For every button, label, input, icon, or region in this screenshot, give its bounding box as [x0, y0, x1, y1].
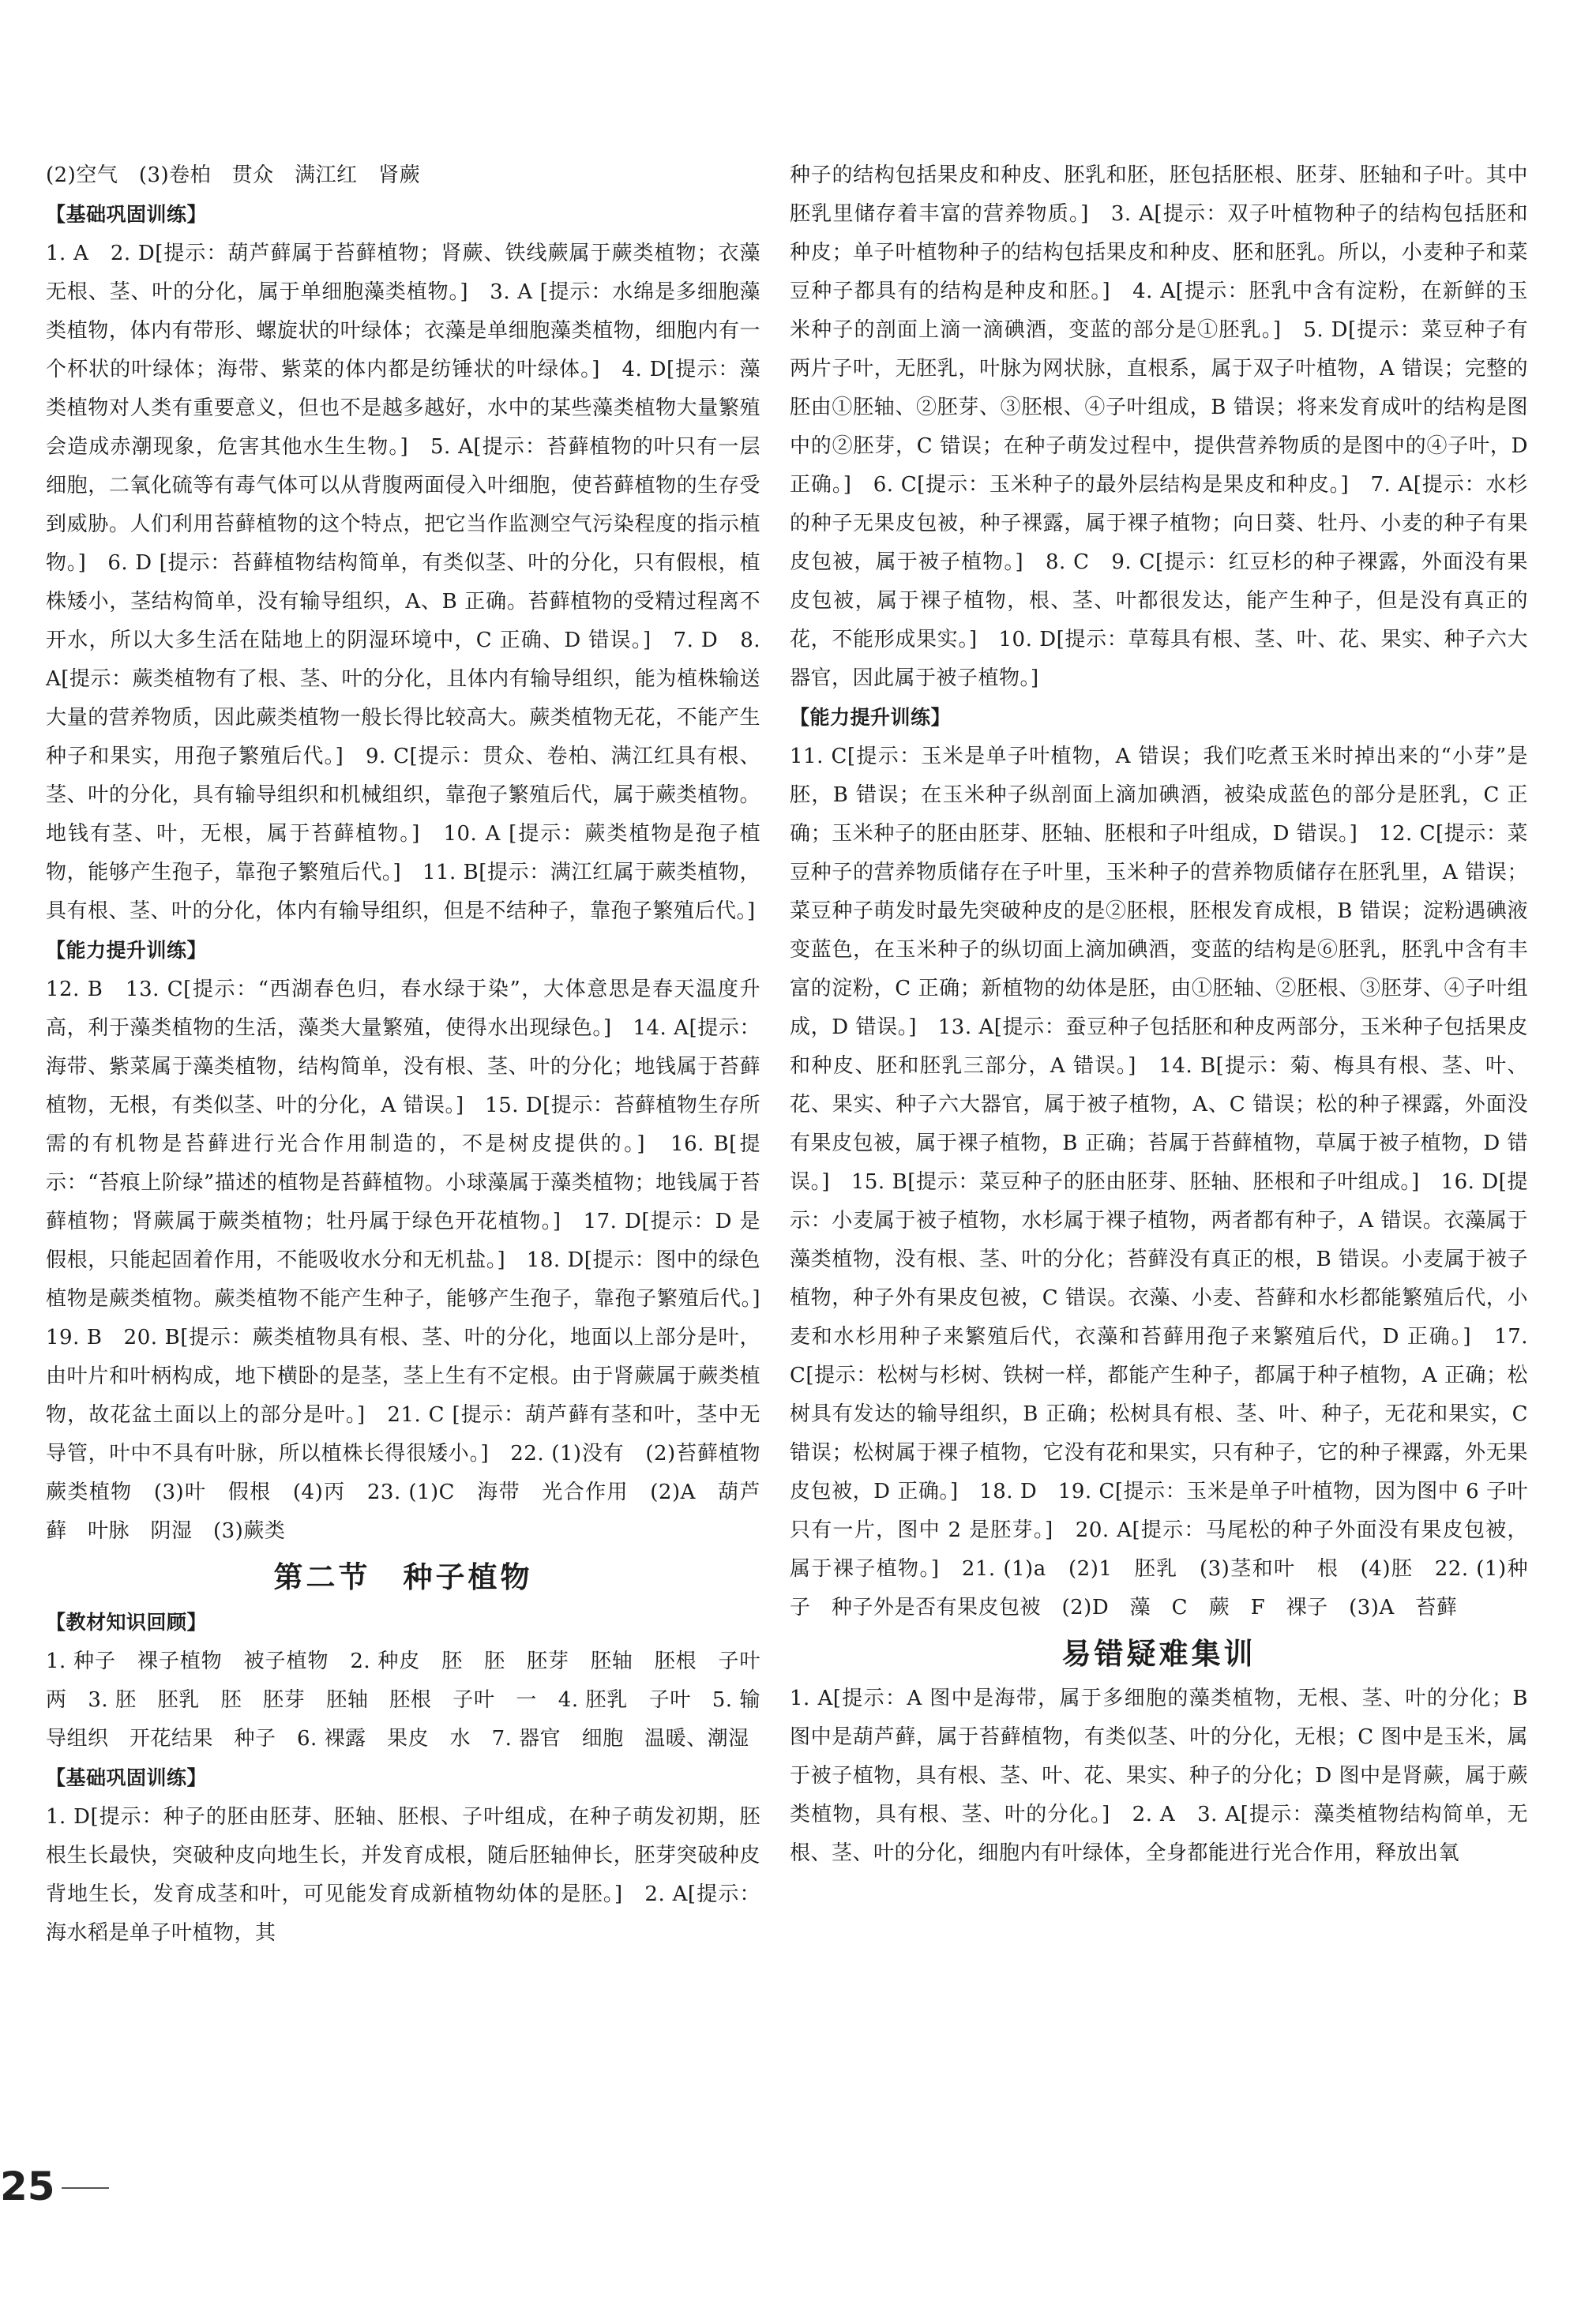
answer-paragraph: 11. C[提示：玉米是单子叶植物，A 错误；我们吃煮玉米时掉出来的“小芽”是胚，B 错误；在玉米种子纵剖面上滴加碘酒，被染成蓝色的部分是胚乳，C 正确；玉米种子的胚由胚芽、胚轴、胚根和子叶组成，D 错误。] 12. C[提示：菜豆种子的营养物质储存在子叶里，玉米种子的营养物质储存在胚乳里，A 错误；菜豆种子萌发时最先突破种皮的是②胚根，胚根发育成根，B 错误；淀粉遇碘液变蓝色，在玉米种子的纵切面上滴加碘酒，变蓝的结构是⑥胚乳，胚乳中含有丰富的淀粉，C 正确；新植物的幼体是胚，由①胚轴、②胚根、③胚芽、④子叶组成，D 错误。] 13. A[提示：蚕豆种子包括胚和种皮两部分，玉米种子包括果皮和种皮、胚和胚乳三部分，A 错误。] 14. B[提示：菊、梅具有根、茎、叶、花、果实、种子六大器官，属于被子植物，A、C 错误；松的种子裸露，外面没有果皮包被，属于裸子植物，B 正确；苔属于苔藓植物，草属于被子植物，D 错误。] 15. B[提示：菜豆种子的胚由胚芽、胚轴、胚根和子叶组成。] 16. D[提示：小麦属于被子植物，水杉属于裸子植物，两者都有种子，A 错误。衣藻属于藻类植物，没有根、茎、叶的分化；苔藓没有真正的根，B 错误。小麦属于被子植物，种子外有果皮包被，C 错误。衣藻、小麦、苔藓和水杉都能繁殖后代，小麦和水杉用种子来繁殖后代，衣藻和苔藓用孢子来繁殖后代，D 正确。] 17. C[提示：松树与杉树、铁树一样，都能产生种子，都属于种子植物，A 正确；松树具有发达的输导组织，B 正确；松树具有根、茎、叶、种子，无花和果实，C 错误；松树属于裸子植物，它没有花和果实，只有种子，它的种子裸露，外无果皮包被，D 正确。] 18. D 19. C[提示：玉米是单子叶植物，因为图中 6 子叶只有一片，图中 2 是胚芽。] 20. A[提示：马尾松的种子外面没有果皮包被，属于裸子植物。] 21. (1)a (2)1 胚乳 (3)茎和叶 根 (4)胚 22. (1)种子 种子外是否有果皮包被 (2)D 藻 C 蕨 F 裸子 (3)A 苔藓 — [790, 745, 1528, 1620]
tag-label: 【 基础巩固训练 】 — [46, 203, 207, 226]
section-title: 第二节 种子植物 — [273, 1560, 533, 1594]
right-column — [790, 156, 1528, 1873]
answer-paragraph: 1. A 2. D[提示：葫芦藓属于苔藓植物；肾蕨、铁线蕨属于蕨类植物；衣藻无根、茎、叶的分化，属于单细胞藻类植物。] 3. A [提示：水绵是多细胞藻类植物，体内有带形、螺旋状的叶绿体；衣藻是单细胞藻类植物，细胞内有一个杯状的叶绿体；海带、紫菜的体内都是纺锤状的叶绿体。] 4. D[提示：藻类植物对人类有重要意义，但也不是越多越好，水中的某些藻类植物大量繁殖会造成赤潮现象，危害其他水生生物。] 5. A[提示：苔藓植物的叶只有一层细胞，二氧化硫等有毒气体可以从背腹两面侵入叶细胞，使苔藓植物的生存受到威胁。人们利用苔藓植物的这个特点，把它当作监测空气污染程度的指示植物。] 6. D [提示：苔藓植物结构简单，有类似茎、叶的分化，只有假根，植株矮小，茎结构简单，没有输导组织，A、B 正确。苔藓植物的受精过程离不开水，所以大多生活在陆地上的阴湿环境中，C 正确、D 错误。] 7. D 8. A[提示：蕨类植物有了根、茎、叶的分化，且体内有输导组织，能为植株输送大量的营养物质，因此蕨类植物一般长得比较高大。蕨类植物无花，不能产生种子和果实，用孢子繁殖后代。] 9. C[提示：贯众、卷柏、满江红具有根、茎、叶的分化，具有输导组织和机械组织，靠孢子繁殖后代，属于蕨类植物。地钱有茎、叶，无根，属于苔藓植物。] 10. A [提示：蕨类植物是孢子植物，能够产生孢子，靠孢子繁殖后代。] 11. B[提示：满江红属于蕨类植物，具有根、茎、叶的分化，体内有输导组织，但是不结种子，靠孢子繁殖后代。] — [46, 242, 760, 923]
subsection-tag — [46, 931, 760, 970]
answer-paragraph: 1. D[提示：种子的胚由胚芽、胚轴、胚根、子叶组成，在种子萌发初期，胚根生长最快，突破种皮向地生长，并发育成根，随后胚轴伸长，胚芽突破种皮背地生长，发育成茎和叶，可见能发育成新植物幼体的是胚。] 2. A[提示：海水稻是单子叶植物，其 — [46, 1805, 760, 1945]
page-number-rule — [62, 2187, 109, 2189]
subsection-tag — [46, 1758, 760, 1798]
subsection-tag — [46, 195, 760, 235]
left-column — [46, 156, 782, 1953]
answer-paragraph: 1. A[提示：A 图中是海带，属于多细胞的藻类植物，无根、茎、叶的分化；B 图中是葫芦藓，属于苔藓植物，有类似茎、叶的分化，无根；C 图中是玉米，属于被子植物，具有根、茎、叶、花、果实、种子的分化；D 图中是肾蕨，属于蕨类植物，具有根、茎、叶的分化。] 2. A 3. A[提示：藻类植物结构简单，无根、茎、叶的分化，细胞内有叶绿体，全身都能进行光合作用，释放出氧 — [790, 1687, 1528, 1865]
subsection-tag — [46, 1603, 760, 1642]
answer-paragraph: (2)空气 (3)卷柏 贯众 满江红 肾蕨 — [46, 163, 421, 187]
tag-label: 【 能力提升训练 】 — [790, 706, 951, 729]
tag-label: 【 教材知识回顾 】 — [46, 1611, 207, 1634]
tag-label: 【 能力提升训练 】 — [46, 939, 207, 962]
answer-paragraph: 1. 种子 裸子植物 被子植物 2. 种皮 胚 胚 胚芽 胚轴 胚根 子叶 两 3. 胚 胚乳 胚 胚芽 胚轴 胚根 子叶 一 4. 胚乳 子叶 5. 输导组织 开花结果 种子 6. 裸露 果皮 水 7. 器官 细胞 温暖、潮湿 — [46, 1650, 782, 1751]
section-title: 易错疑难集训 — [1061, 1637, 1256, 1671]
page-number: 25 — [0, 2164, 55, 2209]
answer-paragraph: 种子的结构包括果皮和种皮、胚乳和胚，胚包括胚根、胚芽、胚轴和子叶。其中胚乳里储存着丰富的营养物质。] 3. A[提示：双子叶植物种子的结构包括胚和种皮；单子叶植物种子的结构包括果皮和种皮、胚和胚乳。所以，小麦种子和菜豆种子都具有的结构是种皮和胚。] 4. A[提示：胚乳中含有淀粉，在新鲜的玉米种子的剖面上滴一滴碘酒，变蓝的部分是①胚乳。] 5. D[提示：菜豆种子有两片子叶，无胚乳，叶脉为网状脉，直根系，属于双子叶植物，A 错误；完整的胚由①胚轴、②胚芽、③胚根、④子叶组成，B 错误；将来发育成叶的结构是图中的②胚芽，C 错误；在种子萌发过程中，提供营养物质的是图中的④子叶，D 正确。] 6. C[提示：玉米种子的最外层结构是果皮和种皮。] 7. A[提示：水杉的种子无果皮包被，种子裸露，属于裸子植物；向日葵、牡丹、小麦的种子有果皮包被，属于被子植物。] 8. C 9. C[提示：红豆杉的种子裸露，外面没有果皮包被，属于裸子植物，根、茎、叶都很发达，能产生种子，但是没有真正的花，不能形成果实。] 10. D[提示：草莓具有根、茎、叶、花、果实、种子六大器官，因此属于被子植物。] — [790, 163, 1528, 690]
answer-paragraph: 12. B 13. C[提示：“西湖春色归，春水绿于染”，大体意思是春天温度升高，利于藻类植物的生活，藻类大量繁殖，使得水出现绿色。] 14. A[提示：海带、紫菜属于藻类植物，结构简单，没有根、茎、叶的分化；地钱属于苔藓植物，无根，有类似茎、叶的分化，A 错误。] 15. D[提示：苔藓植物生存所需的有机物是苔藓进行光合作用制造的，不是树皮提供的。] 16. B[提示：“苔痕上阶绿”描述的植物是苔藓植物。小球藻属于藻类植物；地钱属于苔藓植物；肾蕨属于蕨类植物；牡丹属于绿色开花植物。] 17. D[提示：D 是假根，只能起固着作用，不能吸收水分和无机盐。] 18. D[提示：图中的绿色植物是蕨类植物。蕨类植物不能产生种子，能够产生孢子，靠孢子繁殖后代。] 19. B 20. B[提示：蕨类植物具有根、茎、叶的分化，地面以上部分是叶，由叶片和叶柄构成，地下横卧的是茎，茎上生有不定根。由于肾蕨属于蕨类植物，故花盆土面以上的部分是叶。] 21. C [提示：葫芦藓有茎和叶，茎中无导管，叶中不具有叶脉，所以植株长得很矮小。] 22. (1)没有 (2)苔藓植物 蕨类植物 (3)叶 假根 (4)丙 23. (1)C 海带 光合作用 (2)A 葫芦藓 叶脉 阴湿 (3)蕨类 — [46, 978, 782, 1543]
subsection-tag — [790, 698, 1528, 738]
tag-label: 【 基础巩固训练 】 — [46, 1766, 207, 1789]
